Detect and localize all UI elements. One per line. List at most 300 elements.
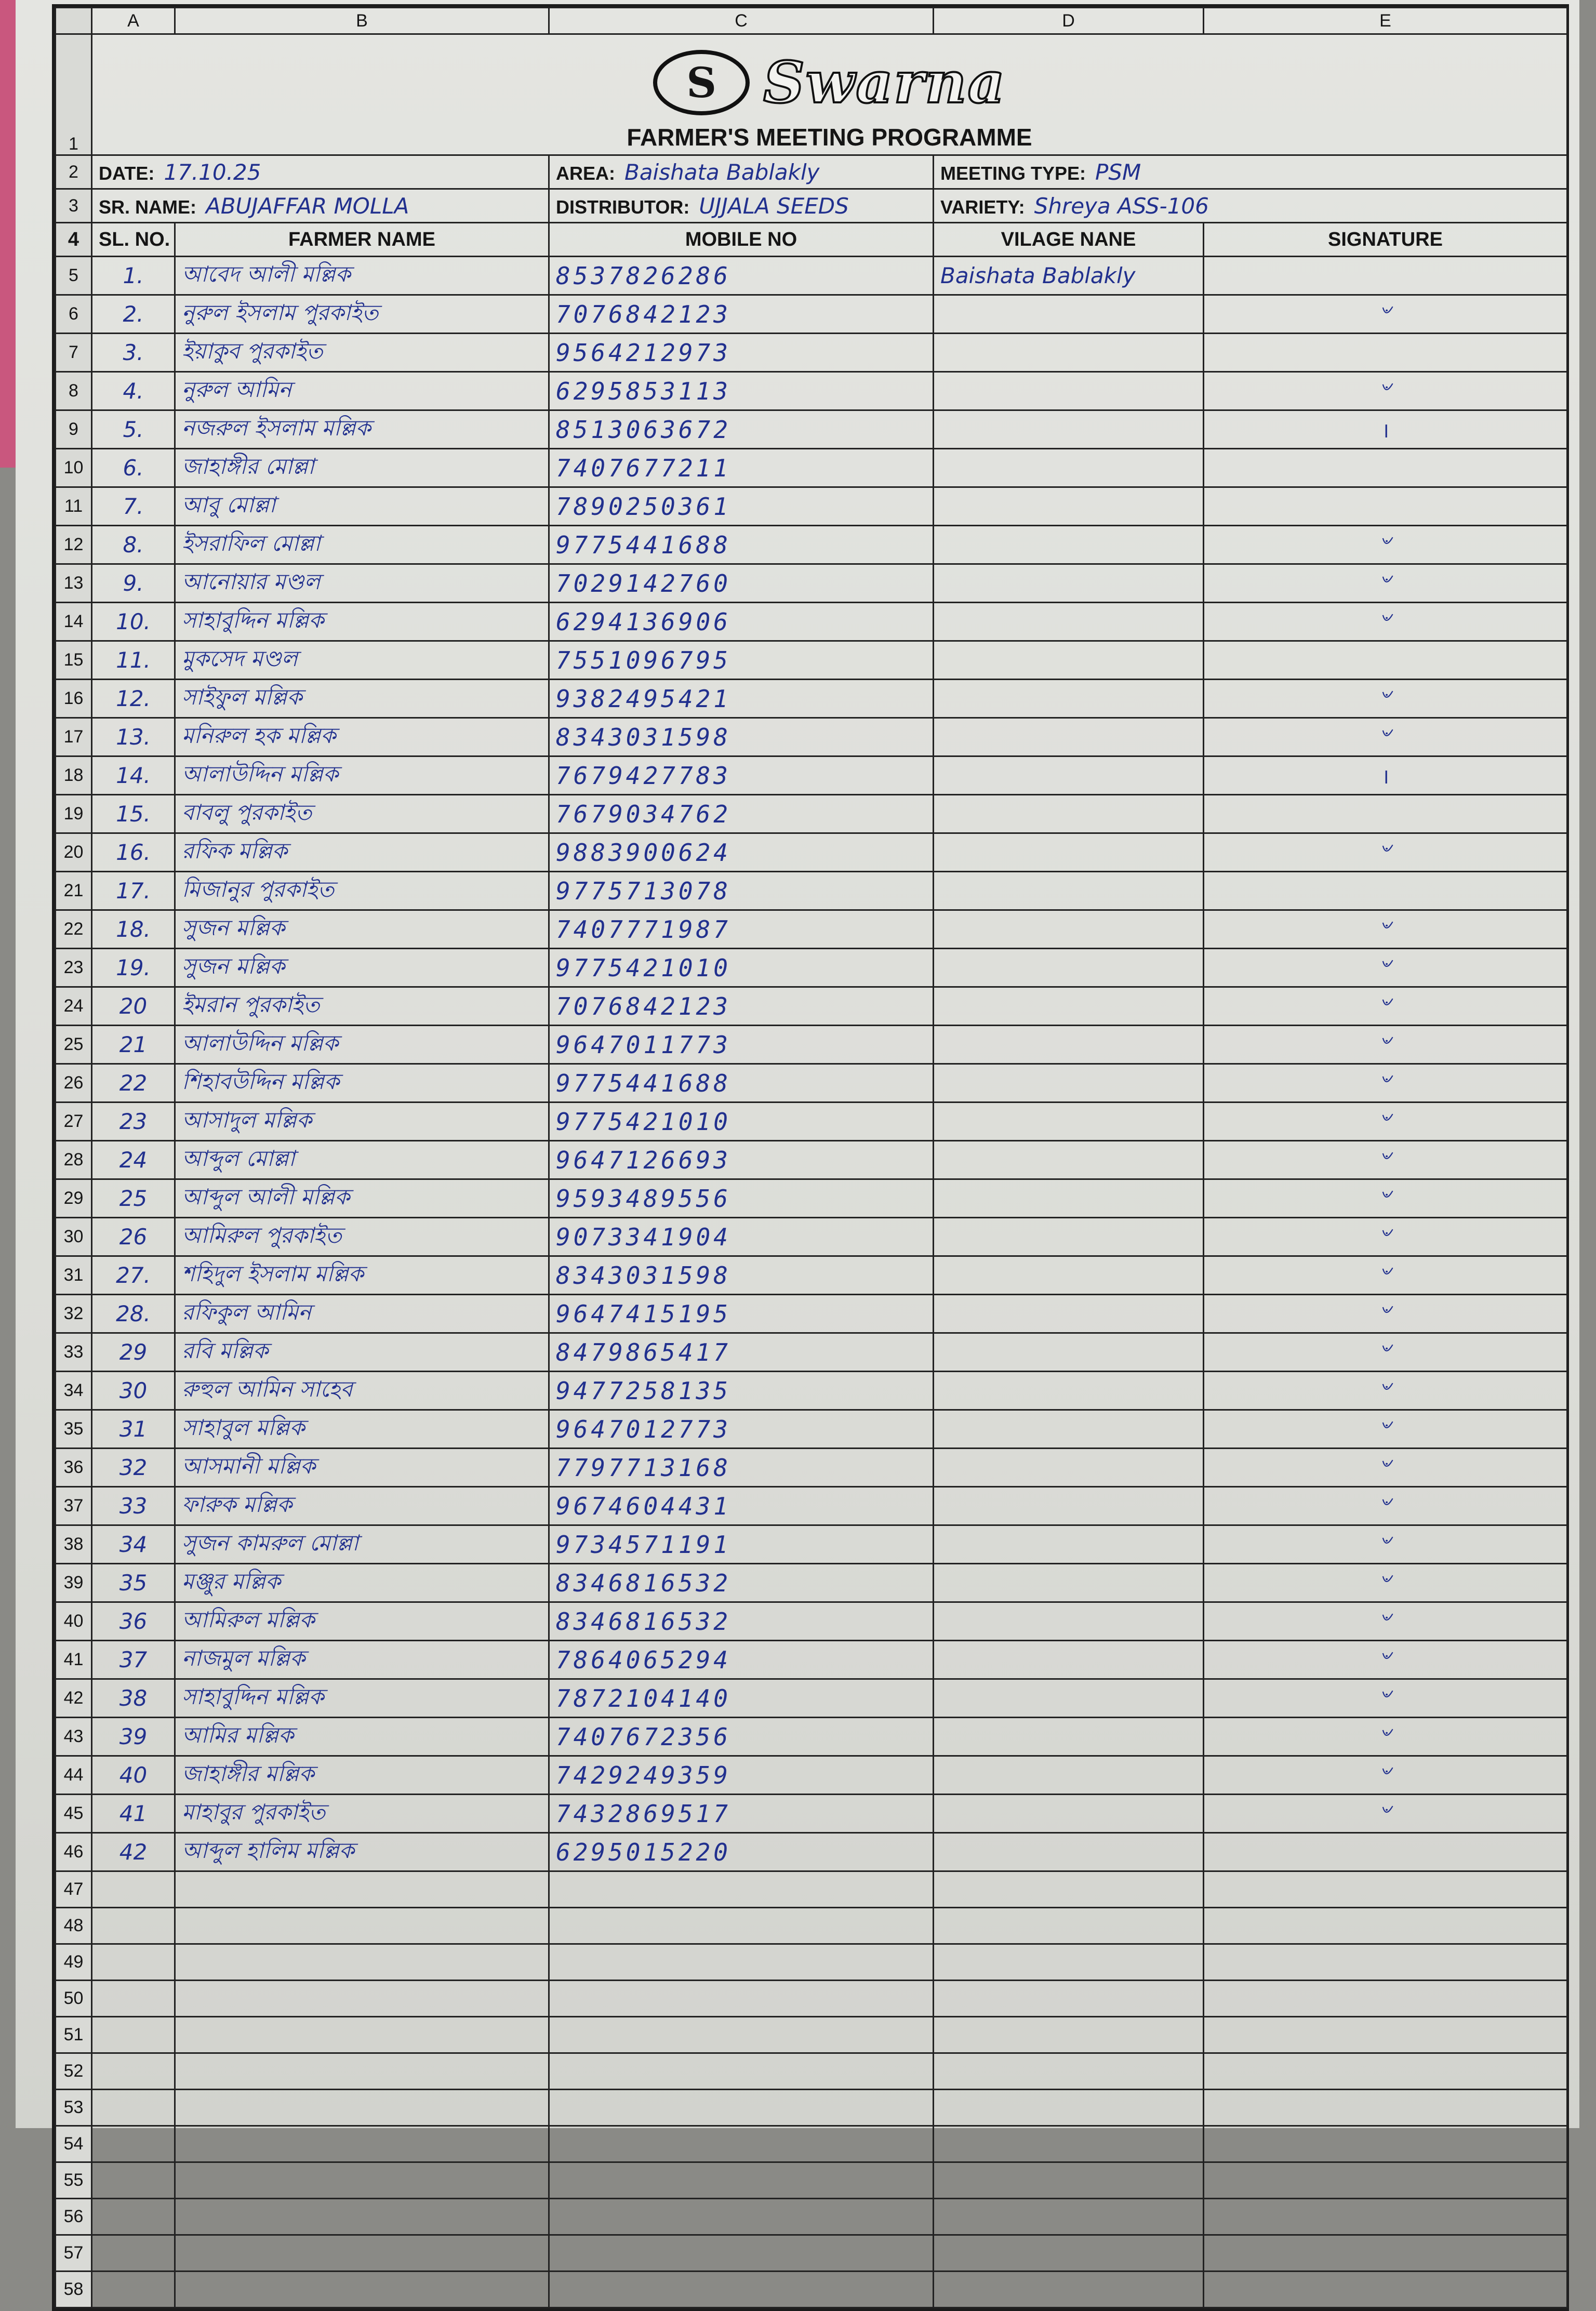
row-number: 16 bbox=[56, 680, 92, 718]
sl-no-cell: 37 bbox=[92, 1641, 175, 1679]
signature-cell: ৺ bbox=[1204, 295, 1567, 334]
signature-cell: ৺ bbox=[1204, 1449, 1567, 1487]
farmer-name-cell bbox=[175, 1908, 549, 1944]
village-name-cell bbox=[934, 1295, 1204, 1333]
mobile-no-header: MOBILE NO bbox=[549, 223, 934, 257]
village-name-cell bbox=[934, 949, 1204, 987]
table-row bbox=[56, 526, 1567, 564]
table-row bbox=[56, 1641, 1567, 1679]
mobile-no-cell: 7432869517 bbox=[549, 1795, 934, 1833]
row-number: 25 bbox=[56, 1026, 92, 1064]
row-number: 8 bbox=[56, 372, 92, 410]
signature-cell bbox=[1204, 1981, 1567, 2017]
sl-no-cell: 34 bbox=[92, 1525, 175, 1564]
table-row bbox=[56, 564, 1567, 603]
mobile-no-cell: 7407672356 bbox=[549, 1718, 934, 1756]
mobile-no-cell: 9647012773 bbox=[549, 1410, 934, 1449]
table-row bbox=[56, 257, 1567, 295]
mobile-no-cell bbox=[549, 2199, 934, 2235]
distributor-value: UJJALA SEEDS bbox=[699, 193, 849, 219]
signature-cell: ৺ bbox=[1204, 564, 1567, 603]
row-number: 51 bbox=[56, 2017, 92, 2053]
village-name-cell bbox=[934, 334, 1204, 372]
farmer-name-cell: আসমানী মল্লিক bbox=[175, 1449, 549, 1487]
table-row bbox=[56, 1487, 1567, 1525]
farmer-entries bbox=[56, 257, 1567, 2308]
field-header-row bbox=[56, 223, 1567, 257]
village-name-cell bbox=[934, 449, 1204, 487]
mobile-no-cell bbox=[549, 2235, 934, 2272]
row-number: 39 bbox=[56, 1564, 92, 1602]
table-row bbox=[56, 410, 1567, 449]
mobile-no-cell bbox=[549, 2053, 934, 2090]
mobile-no-cell: 9775441688 bbox=[549, 526, 934, 564]
signature-cell bbox=[1204, 2090, 1567, 2126]
row-number: 50 bbox=[56, 1981, 92, 2017]
village-name-cell bbox=[934, 526, 1204, 564]
table-row bbox=[56, 1103, 1567, 1141]
mobile-no-cell: 9647011773 bbox=[549, 1026, 934, 1064]
table-row bbox=[56, 487, 1567, 526]
village-name-cell bbox=[934, 1525, 1204, 1564]
meeting-type-value: PSM bbox=[1095, 159, 1141, 185]
village-name-cell bbox=[934, 872, 1204, 910]
farmer-name-cell: আবু মোল্লা bbox=[175, 487, 549, 526]
mobile-no-cell: 9674604431 bbox=[549, 1487, 934, 1525]
farmer-name-cell bbox=[175, 2199, 549, 2235]
row-number: 35 bbox=[56, 1410, 92, 1449]
mobile-no-cell: 8479865417 bbox=[549, 1333, 934, 1372]
table-row bbox=[56, 295, 1567, 334]
mobile-no-cell: 7076842123 bbox=[549, 295, 934, 334]
table-row bbox=[56, 1026, 1567, 1064]
sl-no-cell: 4. bbox=[92, 372, 175, 410]
farmer-name-cell: নুরুল আমিন bbox=[175, 372, 549, 410]
row-number: 57 bbox=[56, 2235, 92, 2272]
signature-cell: ৺ bbox=[1204, 718, 1567, 756]
village-name-cell: Baishata Bablakly bbox=[934, 257, 1204, 295]
date-cell bbox=[92, 155, 549, 189]
mobile-no-cell: 8343031598 bbox=[549, 718, 934, 756]
table-row bbox=[56, 1679, 1567, 1718]
mobile-no-cell: 9647126693 bbox=[549, 1141, 934, 1179]
signature-cell: ৺ bbox=[1204, 1064, 1567, 1103]
mobile-no-cell: 7679427783 bbox=[549, 756, 934, 795]
sl-no-cell bbox=[92, 1944, 175, 1981]
signature-cell bbox=[1204, 2199, 1567, 2235]
signature-cell: ৺ bbox=[1204, 1333, 1567, 1372]
signature-cell: । bbox=[1204, 410, 1567, 449]
pink-background-edge bbox=[0, 0, 16, 468]
mobile-no-cell: 9775713078 bbox=[549, 872, 934, 910]
sl-no-cell: 12. bbox=[92, 680, 175, 718]
row-number: 23 bbox=[56, 949, 92, 987]
sl-no-cell: 38 bbox=[92, 1679, 175, 1718]
sl-no-cell bbox=[92, 2235, 175, 2272]
village-name-cell bbox=[934, 2162, 1204, 2199]
village-name-cell bbox=[934, 1795, 1204, 1833]
village-name-cell bbox=[934, 1602, 1204, 1641]
table-row bbox=[56, 1372, 1567, 1410]
row-number: 43 bbox=[56, 1718, 92, 1756]
village-name-cell bbox=[934, 1449, 1204, 1487]
mobile-no-cell: 6295015220 bbox=[549, 1833, 934, 1871]
farmer-name-cell: সাহাবুদ্দিন মল্লিক bbox=[175, 1679, 549, 1718]
sl-no-cell: 22 bbox=[92, 1064, 175, 1103]
row-number: 21 bbox=[56, 872, 92, 910]
village-name-cell bbox=[934, 910, 1204, 949]
signature-cell bbox=[1204, 2272, 1567, 2308]
row-number: 26 bbox=[56, 1064, 92, 1103]
row-number: 9 bbox=[56, 410, 92, 449]
farmer-name-cell: আলাউদ্দিন মল্লিক bbox=[175, 756, 549, 795]
farmer-name-cell: আব্দুল আলী মল্লিক bbox=[175, 1179, 549, 1218]
sl-no-cell: 30 bbox=[92, 1372, 175, 1410]
table-row bbox=[56, 1718, 1567, 1756]
farmer-name-cell: মাহাবুর পুরকাইত bbox=[175, 1795, 549, 1833]
signature-cell: ৺ bbox=[1204, 949, 1567, 987]
farmer-name-cell: সুজন মল্লিক bbox=[175, 910, 549, 949]
mobile-no-cell: 9382495421 bbox=[549, 680, 934, 718]
table-row bbox=[56, 910, 1567, 949]
farmer-name-cell bbox=[175, 2126, 549, 2162]
farmer-name-cell: আলাউদ্দিন মল্লিক bbox=[175, 1026, 549, 1064]
mobile-no-cell: 9477258135 bbox=[549, 1372, 934, 1410]
title-row bbox=[56, 34, 1567, 155]
signature-cell: ৺ bbox=[1204, 987, 1567, 1026]
signature-cell: ৺ bbox=[1204, 1756, 1567, 1795]
mobile-no-cell: 7797713168 bbox=[549, 1449, 934, 1487]
farmer-name-cell: বাবলু পুরকাইত bbox=[175, 795, 549, 833]
farmer-name-cell: সাইফুল মল্লিক bbox=[175, 680, 549, 718]
mobile-no-cell: 7429249359 bbox=[549, 1756, 934, 1795]
table-row bbox=[56, 2162, 1567, 2199]
farmer-name-cell bbox=[175, 2162, 549, 2199]
village-name-cell bbox=[934, 1833, 1204, 1871]
sl-no-cell bbox=[92, 2199, 175, 2235]
sl-no-cell: 35 bbox=[92, 1564, 175, 1602]
mobile-no-cell: 9593489556 bbox=[549, 1179, 934, 1218]
table-row bbox=[56, 680, 1567, 718]
signature-cell bbox=[1204, 2235, 1567, 2272]
table-row bbox=[56, 756, 1567, 795]
meeting-type-cell bbox=[934, 155, 1567, 189]
table-row bbox=[56, 1256, 1567, 1295]
village-name-cell bbox=[934, 833, 1204, 872]
table-row bbox=[56, 2272, 1567, 2308]
village-name-cell bbox=[934, 1908, 1204, 1944]
signature-cell bbox=[1204, 2126, 1567, 2162]
village-name-cell bbox=[934, 1679, 1204, 1718]
row-number: 24 bbox=[56, 987, 92, 1026]
table-row bbox=[56, 872, 1567, 910]
sl-no-cell: 13. bbox=[92, 718, 175, 756]
sr-name-value: ABUJAFFAR MOLLA bbox=[206, 193, 409, 219]
page-title: FARMER'S MEETING PROGRAMME bbox=[627, 124, 1032, 151]
variety-value: Shreya ASS-106 bbox=[1034, 193, 1209, 219]
sl-no-cell: 17. bbox=[92, 872, 175, 910]
table-row bbox=[56, 1141, 1567, 1179]
row-number: 45 bbox=[56, 1795, 92, 1833]
table-row bbox=[56, 1449, 1567, 1487]
row-number: 2 bbox=[56, 155, 92, 189]
village-name-cell bbox=[934, 1718, 1204, 1756]
area-value: Baishata Bablakly bbox=[624, 159, 820, 185]
row-number: 52 bbox=[56, 2053, 92, 2090]
row-number: 49 bbox=[56, 1944, 92, 1981]
farmer-name-cell: শহিদুল ইসলাম মল্লিক bbox=[175, 1256, 549, 1295]
row-number: 34 bbox=[56, 1372, 92, 1410]
area-cell bbox=[549, 155, 934, 189]
row-number: 56 bbox=[56, 2199, 92, 2235]
sl-no-cell bbox=[92, 1908, 175, 1944]
table-row bbox=[56, 1871, 1567, 1908]
sl-no-cell: 25 bbox=[92, 1179, 175, 1218]
village-name-cell bbox=[934, 2017, 1204, 2053]
village-name-cell bbox=[934, 1487, 1204, 1525]
row-number: 32 bbox=[56, 1295, 92, 1333]
table-row bbox=[56, 1525, 1567, 1564]
signature-cell: ৺ bbox=[1204, 1602, 1567, 1641]
mobile-no-cell bbox=[549, 2162, 934, 2199]
mobile-no-cell bbox=[549, 2126, 934, 2162]
farmer-name-cell bbox=[175, 2090, 549, 2126]
mobile-no-cell bbox=[549, 1981, 934, 2017]
sl-no-cell: 27. bbox=[92, 1256, 175, 1295]
mobile-no-cell bbox=[549, 2272, 934, 2308]
signature-cell bbox=[1204, 1871, 1567, 1908]
row-number: 27 bbox=[56, 1103, 92, 1141]
row-number: 7 bbox=[56, 334, 92, 372]
village-name-cell bbox=[934, 487, 1204, 526]
table-row bbox=[56, 795, 1567, 833]
row-number: 18 bbox=[56, 756, 92, 795]
swarna-logo bbox=[653, 49, 1006, 116]
sl-no-cell: 39 bbox=[92, 1718, 175, 1756]
column-letter-e: E bbox=[1204, 8, 1567, 34]
mobile-no-cell: 6294136906 bbox=[549, 603, 934, 641]
meeting-type-label: MEETING TYPE: bbox=[940, 162, 1086, 184]
signature-cell: ৺ bbox=[1204, 1525, 1567, 1564]
farmer-name-cell: নজরুল ইসলাম মল্লিক bbox=[175, 410, 549, 449]
meta-row-date bbox=[56, 155, 1567, 189]
table-row bbox=[56, 1908, 1567, 1944]
row-number: 17 bbox=[56, 718, 92, 756]
signature-cell bbox=[1204, 795, 1567, 833]
signature-cell bbox=[1204, 1908, 1567, 1944]
farmer-name-cell: রবি মল্লিক bbox=[175, 1333, 549, 1372]
sl-no-cell: 15. bbox=[92, 795, 175, 833]
farmer-name-cell: সুজন কামরুল মোল্লা bbox=[175, 1525, 549, 1564]
sl-no-cell bbox=[92, 2090, 175, 2126]
row-number: 3 bbox=[56, 189, 92, 223]
row-number: 55 bbox=[56, 2162, 92, 2199]
meta-row-sr bbox=[56, 189, 1567, 223]
brand-name: Swarna bbox=[763, 49, 1006, 116]
sl-no-cell: 24 bbox=[92, 1141, 175, 1179]
mobile-no-cell: 7872104140 bbox=[549, 1679, 934, 1718]
table-row bbox=[56, 2053, 1567, 2090]
spreadsheet-form bbox=[52, 4, 1569, 2311]
column-letter-c: C bbox=[549, 8, 934, 34]
table-row bbox=[56, 1602, 1567, 1641]
sl-no-cell: 11. bbox=[92, 641, 175, 680]
sl-no-cell: 9. bbox=[92, 564, 175, 603]
table-row bbox=[56, 2090, 1567, 2126]
sl-no-cell: 28. bbox=[92, 1295, 175, 1333]
farmer-name-header: FARMER NAME bbox=[175, 223, 549, 257]
table-row bbox=[56, 1179, 1567, 1218]
mobile-no-cell: 7890250361 bbox=[549, 487, 934, 526]
distributor-label: DISTRIBUTOR: bbox=[556, 196, 690, 218]
village-name-cell bbox=[934, 1333, 1204, 1372]
signature-cell bbox=[1204, 1944, 1567, 1981]
village-name-cell bbox=[934, 1981, 1204, 2017]
farmer-name-cell: মিজানুর পুরকাইত bbox=[175, 872, 549, 910]
distributor-cell bbox=[549, 189, 934, 223]
row-number: 11 bbox=[56, 487, 92, 526]
mobile-no-cell bbox=[549, 2090, 934, 2126]
row-number: 4 bbox=[56, 223, 92, 257]
signature-cell: ৺ bbox=[1204, 1295, 1567, 1333]
village-name-cell bbox=[934, 1410, 1204, 1449]
farmer-name-cell: জাহাঙ্গীর মল্লিক bbox=[175, 1756, 549, 1795]
row-number: 12 bbox=[56, 526, 92, 564]
table-row bbox=[56, 1756, 1567, 1795]
table-row bbox=[56, 372, 1567, 410]
farmer-name-cell bbox=[175, 1981, 549, 2017]
village-name-cell bbox=[934, 2126, 1204, 2162]
farmer-name-cell bbox=[175, 2235, 549, 2272]
farmer-name-cell: আব্দুল হালিম মল্লিক bbox=[175, 1833, 549, 1871]
signature-cell: ৺ bbox=[1204, 1372, 1567, 1410]
signature-cell bbox=[1204, 641, 1567, 680]
row-number: 36 bbox=[56, 1449, 92, 1487]
village-name-cell bbox=[934, 1944, 1204, 1981]
table-row bbox=[56, 641, 1567, 680]
table-row bbox=[56, 2235, 1567, 2272]
sl-no-cell: 31 bbox=[92, 1410, 175, 1449]
mobile-no-cell: 9775441688 bbox=[549, 1064, 934, 1103]
signature-cell: ৺ bbox=[1204, 1679, 1567, 1718]
table-row bbox=[56, 2126, 1567, 2162]
table-row bbox=[56, 1564, 1567, 1602]
mobile-no-cell: 7551096795 bbox=[549, 641, 934, 680]
sl-no-cell bbox=[92, 2126, 175, 2162]
row-number: 14 bbox=[56, 603, 92, 641]
farmer-name-cell bbox=[175, 1871, 549, 1908]
sl-no-cell: 6. bbox=[92, 449, 175, 487]
village-name-cell bbox=[934, 2090, 1204, 2126]
village-name-cell bbox=[934, 2053, 1204, 2090]
signature-cell: ৺ bbox=[1204, 1487, 1567, 1525]
sl-no-cell: 5. bbox=[92, 410, 175, 449]
village-name-cell bbox=[934, 795, 1204, 833]
sl-no-cell: 18. bbox=[92, 910, 175, 949]
row-number: 10 bbox=[56, 449, 92, 487]
farmer-name-cell: মুকসেদ মণ্ডল bbox=[175, 641, 549, 680]
sl-no-cell: 40 bbox=[92, 1756, 175, 1795]
table-row bbox=[56, 1833, 1567, 1871]
table-row bbox=[56, 449, 1567, 487]
farmer-name-cell: ইসরাফিল মোল্লা bbox=[175, 526, 549, 564]
signature-cell: ৺ bbox=[1204, 1026, 1567, 1064]
village-name-cell bbox=[934, 295, 1204, 334]
farmer-name-cell: ইমরান পুরকাইত bbox=[175, 987, 549, 1026]
mobile-no-cell: 9883900624 bbox=[549, 833, 934, 872]
mobile-no-cell: 7407677211 bbox=[549, 449, 934, 487]
farmer-name-cell: আসাদুল মল্লিক bbox=[175, 1103, 549, 1141]
table-row bbox=[56, 2017, 1567, 2053]
signature-cell: ৺ bbox=[1204, 1564, 1567, 1602]
signature-cell: ৺ bbox=[1204, 1256, 1567, 1295]
village-name-cell bbox=[934, 2199, 1204, 2235]
sl-no-cell: 29 bbox=[92, 1333, 175, 1372]
table-row bbox=[56, 987, 1567, 1026]
farmer-name-cell: মনিরুল হক মল্লিক bbox=[175, 718, 549, 756]
farmer-name-cell bbox=[175, 2053, 549, 2090]
swarna-s-icon: S bbox=[653, 50, 750, 115]
row-number: 1 bbox=[56, 34, 92, 155]
mobile-no-cell bbox=[549, 1944, 934, 1981]
signature-cell bbox=[1204, 334, 1567, 372]
row-number: 19 bbox=[56, 795, 92, 833]
logo-title-cell bbox=[92, 34, 1567, 155]
signature-cell bbox=[1204, 2162, 1567, 2199]
row-number: 42 bbox=[56, 1679, 92, 1718]
signature-cell: ৺ bbox=[1204, 1795, 1567, 1833]
mobile-no-cell: 9734571191 bbox=[549, 1525, 934, 1564]
village-name-cell bbox=[934, 1871, 1204, 1908]
row-number: 5 bbox=[56, 257, 92, 295]
table-row bbox=[56, 2199, 1567, 2235]
village-name-cell bbox=[934, 756, 1204, 795]
row-number: 15 bbox=[56, 641, 92, 680]
farmer-name-cell: রফিকুল আমিন bbox=[175, 1295, 549, 1333]
sl-no-cell bbox=[92, 2162, 175, 2199]
signature-cell bbox=[1204, 1833, 1567, 1871]
farmer-name-cell: জাহাঙ্গীর মোল্লা bbox=[175, 449, 549, 487]
signature-cell: ৺ bbox=[1204, 1141, 1567, 1179]
farmer-name-cell: ফারুক মল্লিক bbox=[175, 1487, 549, 1525]
farmer-name-cell: শিহাবউদ্দিন মল্লিক bbox=[175, 1064, 549, 1103]
sl-no-cell: 14. bbox=[92, 756, 175, 795]
signature-cell: ৺ bbox=[1204, 1410, 1567, 1449]
village-name-cell bbox=[934, 2272, 1204, 2308]
mobile-no-cell: 7029142760 bbox=[549, 564, 934, 603]
village-name-cell bbox=[934, 1372, 1204, 1410]
farmer-name-cell: সাহাবুদ্দিন মল্লিক bbox=[175, 603, 549, 641]
village-name-cell bbox=[934, 718, 1204, 756]
signature-cell bbox=[1204, 2017, 1567, 2053]
village-name-cell bbox=[934, 641, 1204, 680]
sl-no-cell bbox=[92, 2272, 175, 2308]
village-name-cell bbox=[934, 987, 1204, 1026]
farmer-name-cell: আনোয়ার মণ্ডল bbox=[175, 564, 549, 603]
mobile-no-cell: 7679034762 bbox=[549, 795, 934, 833]
row-number: 28 bbox=[56, 1141, 92, 1179]
signature-cell: ৺ bbox=[1204, 603, 1567, 641]
farmer-name-cell: রুহুল আমিন সাহেব bbox=[175, 1372, 549, 1410]
sl-no-cell: 8. bbox=[92, 526, 175, 564]
farmer-name-cell: নাজমুল মল্লিক bbox=[175, 1641, 549, 1679]
signature-cell bbox=[1204, 487, 1567, 526]
sl-no-cell: 7. bbox=[92, 487, 175, 526]
table-row bbox=[56, 1218, 1567, 1256]
village-name-cell bbox=[934, 1103, 1204, 1141]
row-number: 31 bbox=[56, 1256, 92, 1295]
sl-no-cell: 42 bbox=[92, 1833, 175, 1871]
